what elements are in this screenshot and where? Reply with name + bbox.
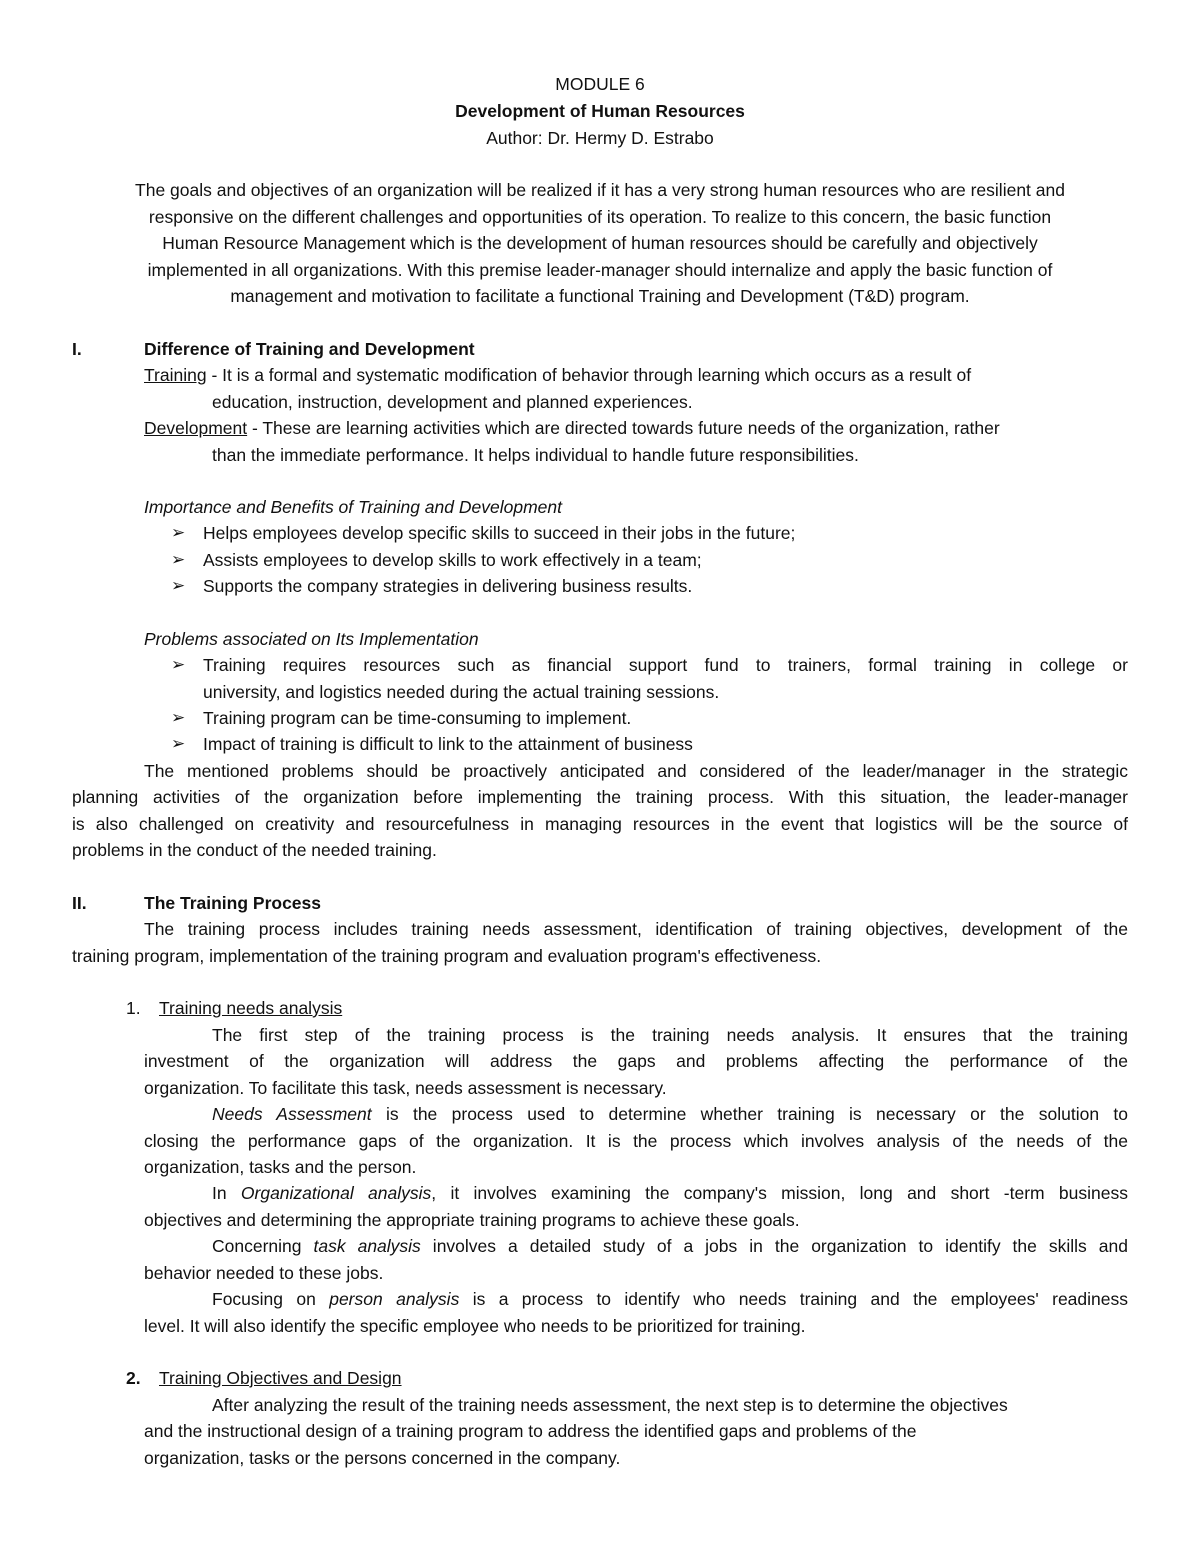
benefits-heading: Importance and Benefits of Training and Development <box>144 497 562 517</box>
paragraph-line: investment of the organization will address the gaps and problems affecting the performance of the <box>144 1051 1128 1071</box>
problem-item: Training requires resources such as financial support fund to trainers, formal training in college or <box>203 655 1128 675</box>
paragraph-line: objectives and determining the appropriate training programs to achieve these goals. <box>144 1210 800 1230</box>
section-title: Difference of Training and Development <box>144 339 475 359</box>
training-definition-cont: education, instruction, development and planned experiences. <box>212 392 693 412</box>
development-term: Development <box>144 418 248 438</box>
task-analysis-term: task analysis <box>313 1236 421 1256</box>
intro-line: responsive on the different challenges and opportunities of its operation. To realize to this concern, the basic function <box>148 207 1052 227</box>
paragraph-line: behavior needed to these jobs. <box>144 1263 384 1283</box>
intro-line: The goals and objectives of an organization will be realized if it has a very strong human resources who are resilient and <box>135 180 1065 200</box>
arrow-bullet-icon: ➢ <box>171 523 186 542</box>
problem-item: Training program can be time-consuming to implement. <box>203 708 632 728</box>
development-definition-cont: than the immediate performance. It helps individual to handle future responsibilities. <box>212 445 859 465</box>
organizational-analysis-term: Organizational analysis <box>240 1183 432 1203</box>
arrow-bullet-icon: ➢ <box>171 655 186 674</box>
section-title: The Training Process <box>144 893 321 913</box>
development-definition: Development - These are learning activities which are directed towards future needs of the organization, rather <box>144 418 1000 438</box>
paragraph-line: organization, tasks or the persons concerned in the company. <box>144 1448 621 1468</box>
problems-heading: Problems associated on Its Implementation <box>144 629 479 649</box>
list-number: 1. <box>126 998 141 1018</box>
arrow-bullet-icon: ➢ <box>171 576 186 595</box>
person-analysis-term: person analysis <box>329 1289 460 1309</box>
benefit-item: Helps employees develop specific skills to succeed in their jobs in the future; <box>203 523 796 543</box>
arrow-bullet-icon: ➢ <box>171 734 186 753</box>
closing-line: planning activities of the organization before implementing the training process. With this situation, the leader-manager <box>72 787 1128 807</box>
paragraph-line: organization, tasks and the person. <box>144 1157 417 1177</box>
training-definition: Training - It is a formal and systematic modification of behavior through learning which occurs as a result of <box>144 365 972 385</box>
module-label: MODULE 6 <box>555 74 645 94</box>
closing-line: problems in the conduct of the needed training. <box>72 840 437 860</box>
intro-line: implemented in all organizations. With this premise leader-manager should internalize and apply the basic function of <box>147 260 1053 280</box>
process-intro-line: training program, implementation of the training program and evaluation program's effectiveness. <box>72 946 822 966</box>
paragraph-line: level. It will also identify the specific employee who needs to be prioritized for training. <box>144 1316 806 1336</box>
closing-line: The mentioned problems should be proactively anticipated and considered of the leader/manager in the strategic <box>144 761 1128 781</box>
section-number: II. <box>72 893 87 913</box>
needs-assessment-term: Needs Assessment <box>212 1104 372 1124</box>
intro-line: management and motivation to facilitate a functional Training and Development (T&D) program. <box>230 286 970 306</box>
document-title: Development of Human Resources <box>455 101 745 121</box>
intro-line: Human Resource Management which is the development of human resources should be carefully and objectively <box>162 233 1038 253</box>
benefit-item: Assists employees to develop skills to work effectively in a team; <box>203 550 702 570</box>
paragraph-line: After analyzing the result of the training needs assessment, the next step is to determine the objectives <box>212 1395 1008 1415</box>
arrow-bullet-icon: ➢ <box>171 550 186 569</box>
paragraph-line: In Organizational analysis, it involves examining the company's mission, long and short -term business <box>212 1183 1128 1203</box>
problem-item: Impact of training is difficult to link to the attainment of business <box>203 734 693 754</box>
paragraph-line: and the instructional design of a training program to address the identified gaps and problems of the <box>144 1421 917 1441</box>
paragraph-line: Concerning task analysis involves a detailed study of a jobs in the organization to identify the skills and <box>212 1236 1128 1256</box>
process-intro-line: The training process includes training needs assessment, identification of training objectives, development of the <box>144 919 1128 939</box>
list-number: 2. <box>126 1368 141 1388</box>
paragraph-line: Focusing on person analysis is a process to identify who needs training and the employees' readiness <box>212 1289 1128 1309</box>
subsection-title: Training needs analysis <box>159 998 343 1018</box>
paragraph-line: organization. To facilitate this task, needs assessment is necessary. <box>144 1078 667 1098</box>
closing-line: is also challenged on creativity and resourcefulness in managing resources in the event that logistics will be the source of <box>72 814 1128 834</box>
benefit-item: Supports the company strategies in delivering business results. <box>203 576 693 596</box>
arrow-bullet-icon: ➢ <box>171 708 186 727</box>
problem-item-cont: university, and logistics needed during the actual training sessions. <box>203 682 720 702</box>
section-number: I. <box>72 339 82 359</box>
paragraph-line: Needs Assessment is the process used to determine whether training is necessary or the solution to <box>212 1104 1129 1124</box>
paragraph-line: The first step of the training process is the training needs analysis. It ensures that the training <box>212 1025 1128 1045</box>
subsection-title: Training Objectives and Design <box>159 1368 402 1388</box>
training-term: Training <box>144 365 207 385</box>
author-line: Author: Dr. Hermy D. Estrabo <box>486 128 714 148</box>
paragraph-line: closing the performance gaps of the organization. It is the process which involves analysis of the needs of the <box>144 1131 1128 1151</box>
